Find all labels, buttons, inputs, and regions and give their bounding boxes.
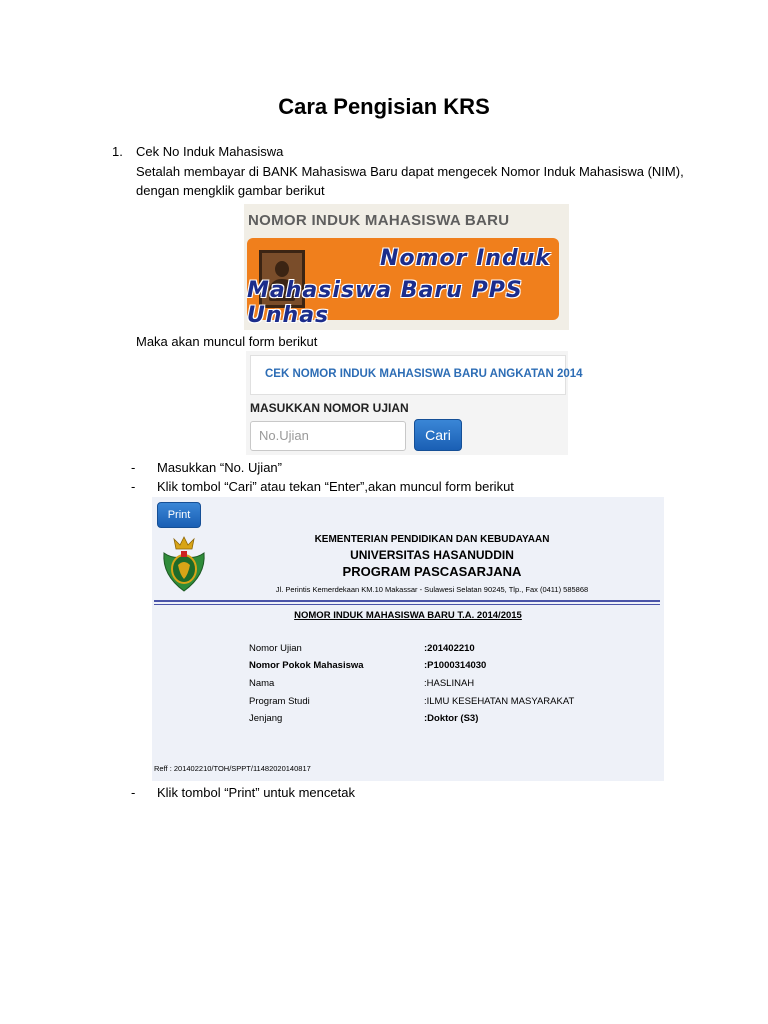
result-form-screenshot bbox=[152, 497, 664, 781]
address-line: Jl. Perintis Kemerdekaan KM.10 Makassar - Sulawesi Selatan 90245, Tlp., Fax (0411) 585868 bbox=[275, 585, 589, 594]
row-value-nama: :HASLINAH bbox=[424, 678, 475, 689]
banner-box bbox=[247, 238, 559, 328]
banner-caption: NOMOR INDUK MAHASISWA BARU bbox=[248, 212, 510, 229]
bullet-dash-1: - bbox=[131, 460, 136, 475]
header-rule-thin bbox=[154, 604, 660, 605]
program-header: PROGRAM PASCASARJANA bbox=[342, 564, 522, 579]
university-header: UNIVERSITAS HASANUDDIN bbox=[350, 548, 514, 562]
page-title: Cara Pengisian KRS bbox=[278, 94, 490, 119]
row-label-jenjang: Jenjang bbox=[249, 713, 283, 724]
step-description-line2: dengan mengklik gambar berikut bbox=[136, 183, 325, 198]
row-value-jenjang: :Doktor (S3) bbox=[424, 713, 479, 724]
nomor-ujian-label: MASUKKAN NOMOR UJIAN bbox=[250, 401, 409, 415]
row-label-nomor-ujian: Nomor Ujian bbox=[249, 643, 302, 654]
search-form-header bbox=[250, 355, 583, 395]
bullet-text-3: Klik tombol “Print” untuk mencetak bbox=[157, 785, 355, 800]
nomor-ujian-input[interactable]: No.Ujian bbox=[250, 421, 406, 451]
university-logo-icon bbox=[160, 535, 208, 593]
result-title: NOMOR INDUK MAHASISWA BARU T.A. 2014/2015 bbox=[294, 610, 522, 621]
header-rule-thick bbox=[154, 600, 660, 602]
bullet-dash-2: - bbox=[131, 479, 136, 494]
row-label-nomor-pokok: Nomor Pokok Mahasiswa bbox=[249, 660, 364, 671]
banner-line-2: Mahasiswa Baru PPS Unhas bbox=[247, 278, 523, 328]
nim-banner-image[interactable] bbox=[244, 204, 569, 330]
step-number: 1. bbox=[112, 144, 123, 159]
bullet-dash-3: - bbox=[131, 785, 136, 800]
reference-number: Reff : 201402210/TOH/SPPT/11482020140817 bbox=[154, 764, 311, 773]
row-value-nomor-pokok: :P1000314030 bbox=[424, 660, 487, 671]
print-button[interactable]: Print bbox=[157, 502, 201, 528]
row-label-nama: Nama bbox=[249, 678, 275, 689]
row-label-program-studi: Program Studi bbox=[249, 696, 310, 707]
banner-line-1: Nomor Induk bbox=[380, 246, 551, 271]
row-value-program-studi: :ILMU KESEHATAN MASYARAKAT bbox=[424, 696, 575, 707]
step-heading: Cek No Induk Mahasiswa bbox=[136, 144, 284, 159]
bullet-text-2: Klik tombol “Cari” atau tekan “Enter”,akan muncul form berikut bbox=[157, 479, 514, 494]
search-form-title: CEK NOMOR INDUK MAHASISWA BARU ANGKATAN 2014 bbox=[265, 368, 583, 380]
search-form-screenshot bbox=[246, 351, 583, 455]
step-description-line1: Setalah membayar di BANK Mahasiswa Baru dapat mengecek Nomor Induk Mahasiswa (NIM), bbox=[136, 164, 684, 179]
cari-button[interactable]: Cari bbox=[414, 419, 462, 451]
ministry-header: KEMENTERIAN PENDIDIKAN DAN KEBUDAYAAN bbox=[314, 534, 550, 545]
bullet-text-1: Masukkan “No. Ujian” bbox=[157, 460, 282, 475]
row-value-nomor-ujian: :201402210 bbox=[424, 643, 475, 654]
after-banner-text: Maka akan muncul form berikut bbox=[136, 334, 318, 349]
